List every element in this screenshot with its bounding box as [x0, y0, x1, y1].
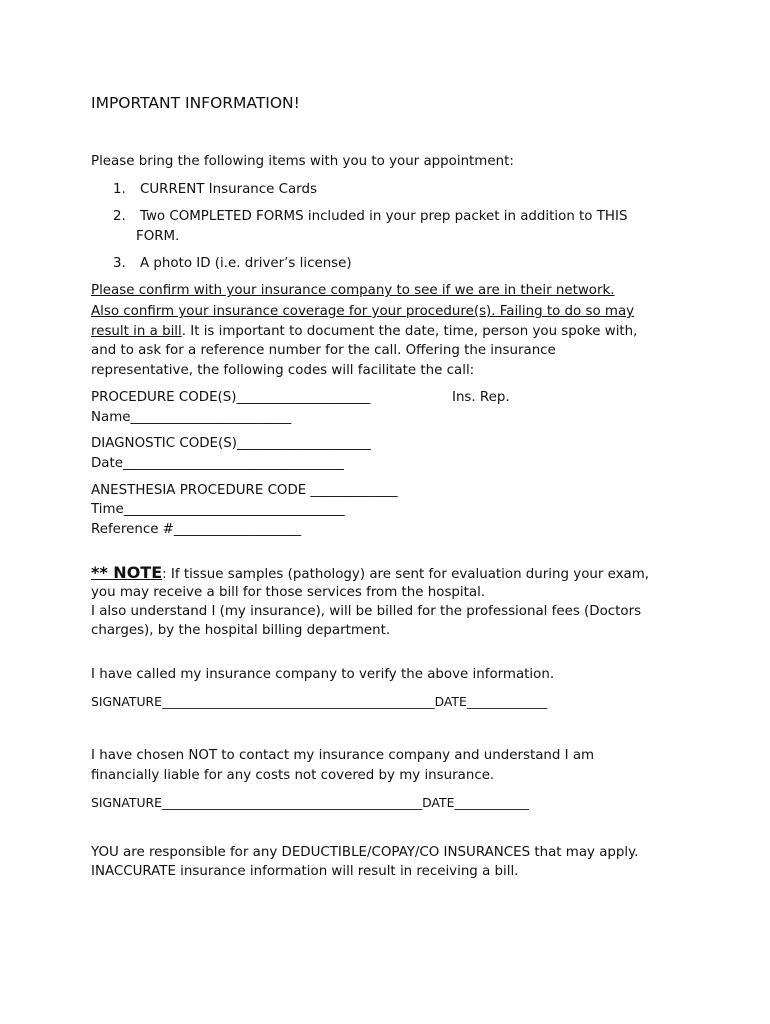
list-text: A photo ID (i.e. driver’s license) [140, 256, 352, 271]
list-text-continued: FORM. [136, 229, 180, 244]
procedure-code-field[interactable]: PROCEDURE CODE(S)____________________ [91, 390, 371, 405]
note-label: ** NOTE [91, 563, 163, 582]
not-contact-statement: I have chosen NOT to contact my insurance company and understand I am [91, 748, 595, 763]
name-field[interactable]: Name________________________ [91, 410, 292, 425]
note-line [91, 564, 649, 584]
list-text: CURRENT Insurance Cards [140, 182, 317, 197]
not-contact-statement: financially liable for any costs not covered by my insurance. [91, 768, 495, 783]
note-text: If tissue samples (pathology) are sent for evaluation during your exam, [166, 567, 650, 582]
ins-rep-label: Ins. Rep. [452, 390, 510, 405]
confirm-paragraph-line [91, 323, 637, 341]
date-field[interactable]: Date_________________________________ [91, 456, 344, 471]
responsibility-notice: INACCURATE insurance information will result in receiving a bill. [91, 864, 519, 879]
signature-date-field[interactable]: SIGNATURE__________________________________________DATE____________ [91, 795, 529, 810]
list-item [113, 208, 627, 226]
note-text: I also understand I (my insurance), will be billed for the professional fees (Doctors [91, 604, 642, 619]
list-number: 1. [113, 182, 126, 197]
note-text: you may receive a bill for those services from the hospital. [91, 585, 486, 600]
confirm-coverage-text: Also confirm your insurance coverage for your procedure(s). Failing to do so may [91, 304, 635, 319]
diagnostic-code-field[interactable]: DIAGNOSTIC CODE(S)____________________ [91, 436, 371, 451]
confirm-network-text: Please confirm with your insurance company to see if we are in their network. [91, 283, 615, 298]
called-statement: I have called my insurance company to verify the above information. [91, 667, 555, 682]
result-bill-text: result in a bill [91, 324, 182, 339]
list-item [113, 255, 352, 273]
page-title: IMPORTANT INFORMATION! [91, 94, 300, 112]
responsibility-notice: YOU are responsible for any DEDUCTIBLE/COPAY/CO INSURANCES that may apply. [91, 845, 639, 860]
anesthesia-code-field[interactable]: ANESTHESIA PROCEDURE CODE _____________ [91, 483, 398, 498]
signature-date-field[interactable]: SIGNATURE____________________________________________DATE_____________ [91, 694, 548, 709]
confirm-paragraph-line: and to ask for a reference number for the call. Offering the insurance [91, 343, 556, 358]
note-colon: : [162, 567, 167, 582]
reference-field[interactable]: Reference #___________________ [91, 522, 302, 537]
list-text: Two COMPLETED FORMS included in your prep packet in addition to THIS [140, 209, 628, 224]
list-item [113, 181, 317, 199]
document-text: . It is important to document the date, time, person you spoke with, [181, 324, 638, 339]
list-number: 3. [113, 256, 126, 271]
list-number: 2. [113, 209, 126, 224]
time-field[interactable]: Time_________________________________ [91, 502, 345, 517]
intro-text: Please bring the following items with you to your appointment: [91, 154, 514, 169]
note-text: charges), by the hospital billing department. [91, 623, 391, 638]
confirm-paragraph-line: representative, the following codes will facilitate the call: [91, 363, 475, 378]
